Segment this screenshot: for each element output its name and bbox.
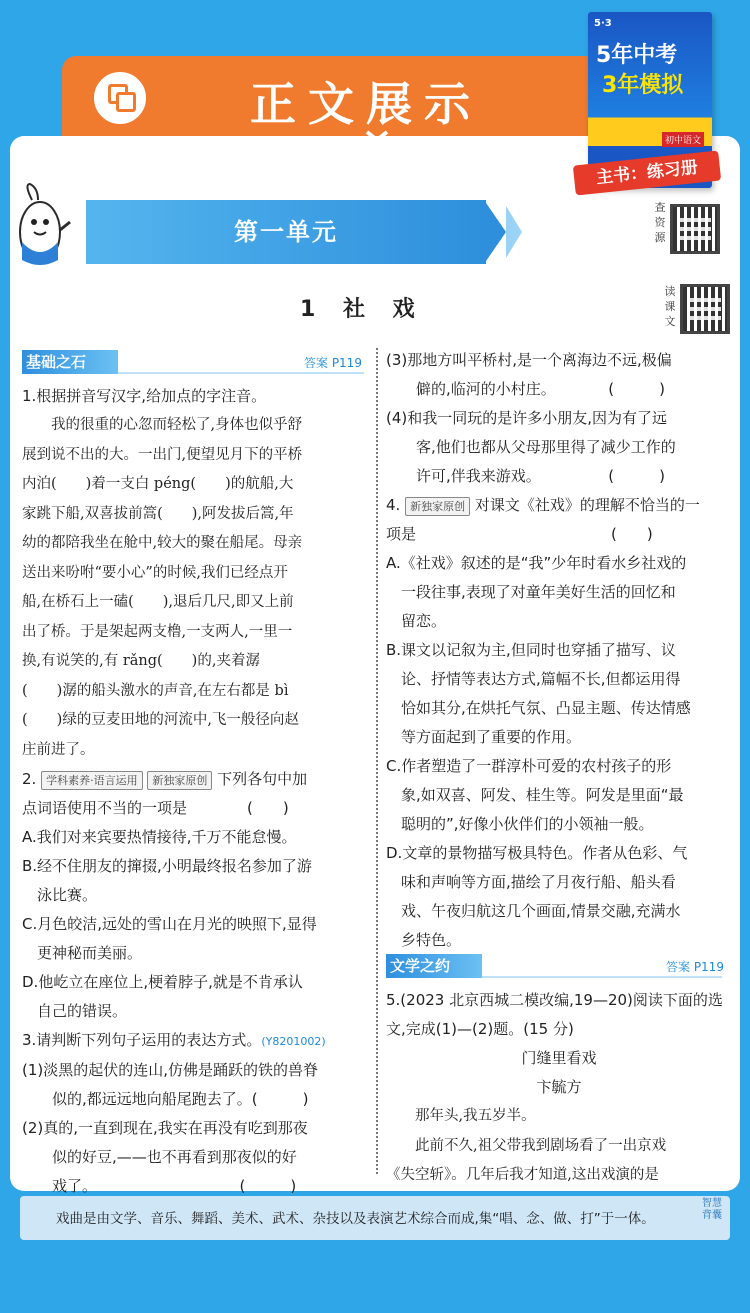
option-b: B.经不住朋友的撺掇,小明最终报名参加了游 [22, 857, 312, 875]
passage-line: 我的很重的心忽而轻松了,身体也似乎舒 [22, 417, 303, 433]
q3-item: 似的,都远远地向船尾跑去了。( ) [22, 1090, 309, 1108]
passage-line: 庄前进了。 [22, 741, 95, 758]
option-d-cont: 味和声响等方面,描绘了月夜行船、船头看 [386, 873, 676, 891]
book-logo: 5·3 [594, 18, 612, 29]
tag-literacy: 学科素养·语言运用 [41, 771, 143, 790]
book-title-line2: 3年模拟 [602, 73, 684, 98]
option-c-cont: 更神秘而美丽。 [22, 944, 143, 962]
section-underline [482, 976, 722, 978]
qr-code-read[interactable] [680, 284, 730, 334]
option-a-cont: 留恋。 [386, 612, 447, 630]
story-paragraph: 此前不久,祖父带我到剧场看了一出京戏 [386, 1137, 667, 1154]
option-b: B.课文以记叙为主,但同时也穿插了描写、议 [386, 641, 676, 659]
passage-line: 出了桥。于是架起两支橹,一支两人,一里一 [22, 623, 293, 640]
option-d-cont: 自己的错误。 [22, 1002, 128, 1020]
question-3 [22, 1026, 372, 1056]
passage-line: 船,在桥石上一磕( ),退后几尺,即又上前 [22, 594, 294, 610]
section-underline [118, 372, 364, 374]
option-b-cont: 等方面起到了重要的作用。 [386, 728, 582, 746]
passage-line: ( )潺的船头激水的声音,在左右都是 bì [22, 682, 289, 699]
option-a-cont: 一段往事,表现了对童年美好生活的回忆和 [386, 583, 676, 601]
tip-text: 戏曲是由文学、音乐、舞蹈、美术、武术、杂技以及表演艺术综合而成,集“唱、念、做、打”于一体。 [56, 1211, 655, 1227]
option-a: A.《社戏》叙述的是“我”少年时看水乡社戏的 [386, 554, 687, 572]
q3-item: 僻的,临河的小村庄。 ( ) [386, 380, 665, 398]
qr-code-resource[interactable] [670, 204, 720, 254]
q5-line2: 文,完成(1)—(2)题。(15 分) [386, 1020, 574, 1038]
section-title-basics: 基础之石 [22, 350, 118, 374]
story-paragraph: 那年头,我五岁半。 [386, 1108, 536, 1124]
q3-item: (2)真的,一直到现在,我实在再没有吃到那夜 [22, 1119, 308, 1137]
q5-line1: 5.(2023 北京西城二模改编,19—20)阅读下面的选 [386, 991, 723, 1009]
q3-item: (4)和我一同玩的是许多小朋友,因为有了远 [386, 409, 668, 427]
option-c-cont: 象,如双喜、阿发、桂生等。阿发是里面“最 [386, 786, 684, 804]
answer-ref-literature[interactable]: 答案 P119 [666, 960, 724, 974]
unit-title: 第一单元 [234, 218, 338, 246]
option-c: C.作者塑造了一群淳朴可爱的农村孩子的形 [386, 757, 672, 775]
story-title: 门缝里看戏 [521, 1049, 597, 1067]
answer-ref-basics[interactable]: 答案 P119 [304, 356, 362, 370]
option-c-cont: 聪明的”,好像小伙伴们的小领袖一般。 [386, 815, 654, 833]
book-ribbon: 主书：练习册 [573, 150, 721, 195]
q3-item: 客,他们也都从父母那里得了减少工作的 [386, 438, 676, 456]
question-4: 4. 新独家原创 对课文《社戏》的理解不恰当的一 [386, 496, 700, 514]
document-icon [88, 66, 152, 130]
option-c: C.月色皎洁,远处的雪山在月光的映照下,显得 [22, 915, 317, 933]
q3-item: (1)淡黑的起伏的连山,仿佛是踊跃的铁的兽脊 [22, 1061, 319, 1079]
qr-resource-label: 查资源 [654, 201, 666, 244]
q3-item: 许可,伴我来游戏。 ( ) [386, 467, 665, 485]
left-column [22, 382, 372, 1201]
option-d-cont: 乡特色。 [386, 931, 462, 949]
question-5 [386, 986, 732, 1191]
right-column [386, 346, 732, 955]
passage-line: 内泊( )着一支白 péng( )的航船,大 [22, 476, 294, 492]
q3-code: (Y8201002) [261, 1035, 326, 1048]
passage-line: 展到说不出的大。一出门,便望见月下的平桥 [22, 446, 303, 463]
q3-item: 戏了。 ( ) [22, 1177, 297, 1195]
option-d-cont: 戏、午夜归航这几个画面,情景交融,充满水 [386, 902, 681, 920]
question-line: 点词语使用不当的一项是 ( ) [22, 799, 289, 817]
option-b-cont: 泳比赛。 [22, 886, 98, 904]
tag-original: 新独家原创 [405, 497, 470, 516]
mascot-icon [10, 182, 74, 272]
story-paragraph: 《失空斩》。几年后我才知道,这出戏演的是 [386, 1167, 659, 1183]
option-b-cont: 论、抒情等表达方式,篇幅不长,但都运用得 [386, 670, 681, 688]
tag-original: 新独家原创 [147, 771, 212, 790]
passage-line: ( )绿的豆麦田地的河流中,飞一般径向赵 [22, 712, 299, 728]
option-a: A.我们对来宾要热情接待,千万不能怠慢。 [22, 828, 297, 846]
passage-line: 家跳下船,双喜拔前篙( ),阿发拔后篙,年 [22, 505, 294, 522]
option-d: D.文章的景物描写极具特色。作者从色彩、气 [386, 844, 688, 862]
q3-item: 似的好豆,——也不再看到那夜似的好 [22, 1148, 297, 1166]
passage-line: 幼的都陪我坐在舱中,较大的聚在船尾。母亲 [22, 535, 303, 551]
book-subject: 初中语文 [662, 132, 704, 147]
q3-text: 3.请判断下列句子运用的表达方式。 [22, 1031, 262, 1049]
tip-tag: 智慧背囊 [702, 1198, 722, 1221]
unit-arrow-light [506, 206, 522, 258]
option-d: D.他屹立在座位上,梗着脖子,就是不肯承认 [22, 973, 303, 991]
qr-read-label: 读课文 [664, 285, 676, 328]
passage-line: 换,有说笑的,有 rǎng( )的,夹着潺 [22, 653, 260, 669]
question-2: 2. 学科素养·语言运用 新独家原创 下列各句中加 [22, 770, 308, 788]
story-author: 卞毓方 [536, 1078, 582, 1096]
book-title-line1: 5年中考 [596, 43, 678, 68]
passage-line: 送出来吩咐“要小心”的时候,我们已经点开 [22, 564, 288, 581]
column-divider [376, 348, 378, 1174]
q3-item: (3)那地方叫平桥村,是一个离海边不远,极偏 [386, 351, 672, 369]
page-title: 正文展示 [250, 77, 482, 131]
unit-arrow [484, 200, 506, 264]
question-line: 项是 ( ) [386, 525, 653, 543]
lesson-title: 1 社 戏 [300, 297, 425, 322]
option-b-cont: 恰如其分,在烘托气氛、凸显主题、传达情感 [386, 699, 691, 717]
question-1: 1.根据拼音写汉字,给加点的字注音。 [22, 387, 267, 405]
section-title-literature: 文学之约 [386, 954, 482, 978]
